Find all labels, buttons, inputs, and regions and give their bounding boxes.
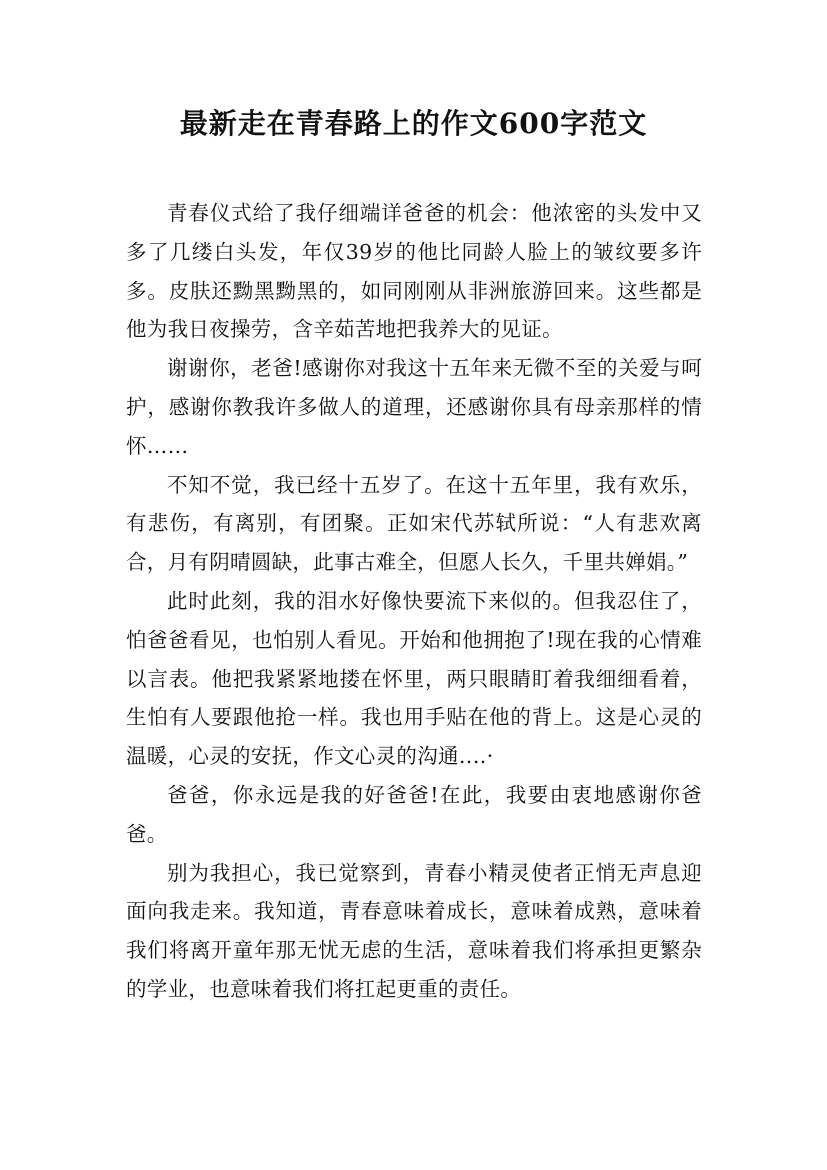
paragraph-1: 青春仪式给了我仔细端详爸爸的机会：他浓密的头发中又多了几缕白头发，年仅39岁的他比同龄人脸上的皱纹要多许多。皮肤还黝黑黝黑的，如同刚刚从非洲旅游回来。这些都是他为我日夜操劳，含辛茹苦地把我养大的见证。	[126, 201, 702, 342]
paragraph-4: 此时此刻，我的泪水好像快要流下来似的。但我忍住了，怕爸爸看见，也怕别人看见。开始和他拥抱了!现在我的心情难以言表。他把我紧紧地搂在怀里，两只眼睛盯着我细细看着，生怕有人要跟他抢一样。我也用手贴在他的背上。这是心灵的温暖，心灵的安抚，作文心灵的沟通‥‥·	[126, 588, 702, 769]
paragraph-5: 爸爸，你永远是我的好爸爸!在此，我要由衷地感谢你爸爸。	[126, 782, 702, 846]
essay-body	[126, 194, 702, 1009]
document-title: 最新走在青春路上的作文600字范文	[179, 107, 648, 140]
paragraph-3: 不知不觉，我已经十五岁了。在这十五年里，我有欢乐，有悲伤，有离别，有团聚。正如宋代苏轼所说：“人有悲欢离合，月有阴晴圆缺，此事古难全，但愿人长久，千里共婵娟。”	[126, 472, 702, 575]
paragraph-6: 别为我担心，我已觉察到，青春小精灵使者正悄无声息迎面向我走来。我知道，青春意味着成长，意味着成熟，意味着我们将离开童年那无忧无虑的生活，意味着我们将承担更繁杂的学业，也意味着我们将扛起更重的责任。	[126, 860, 702, 1001]
paragraph-2: 谢谢你，老爸!感谢你对我这十五年来无微不至的关爱与呵护，感谢你教我许多做人的道理，还感谢你具有母亲那样的情怀……	[126, 356, 702, 458]
